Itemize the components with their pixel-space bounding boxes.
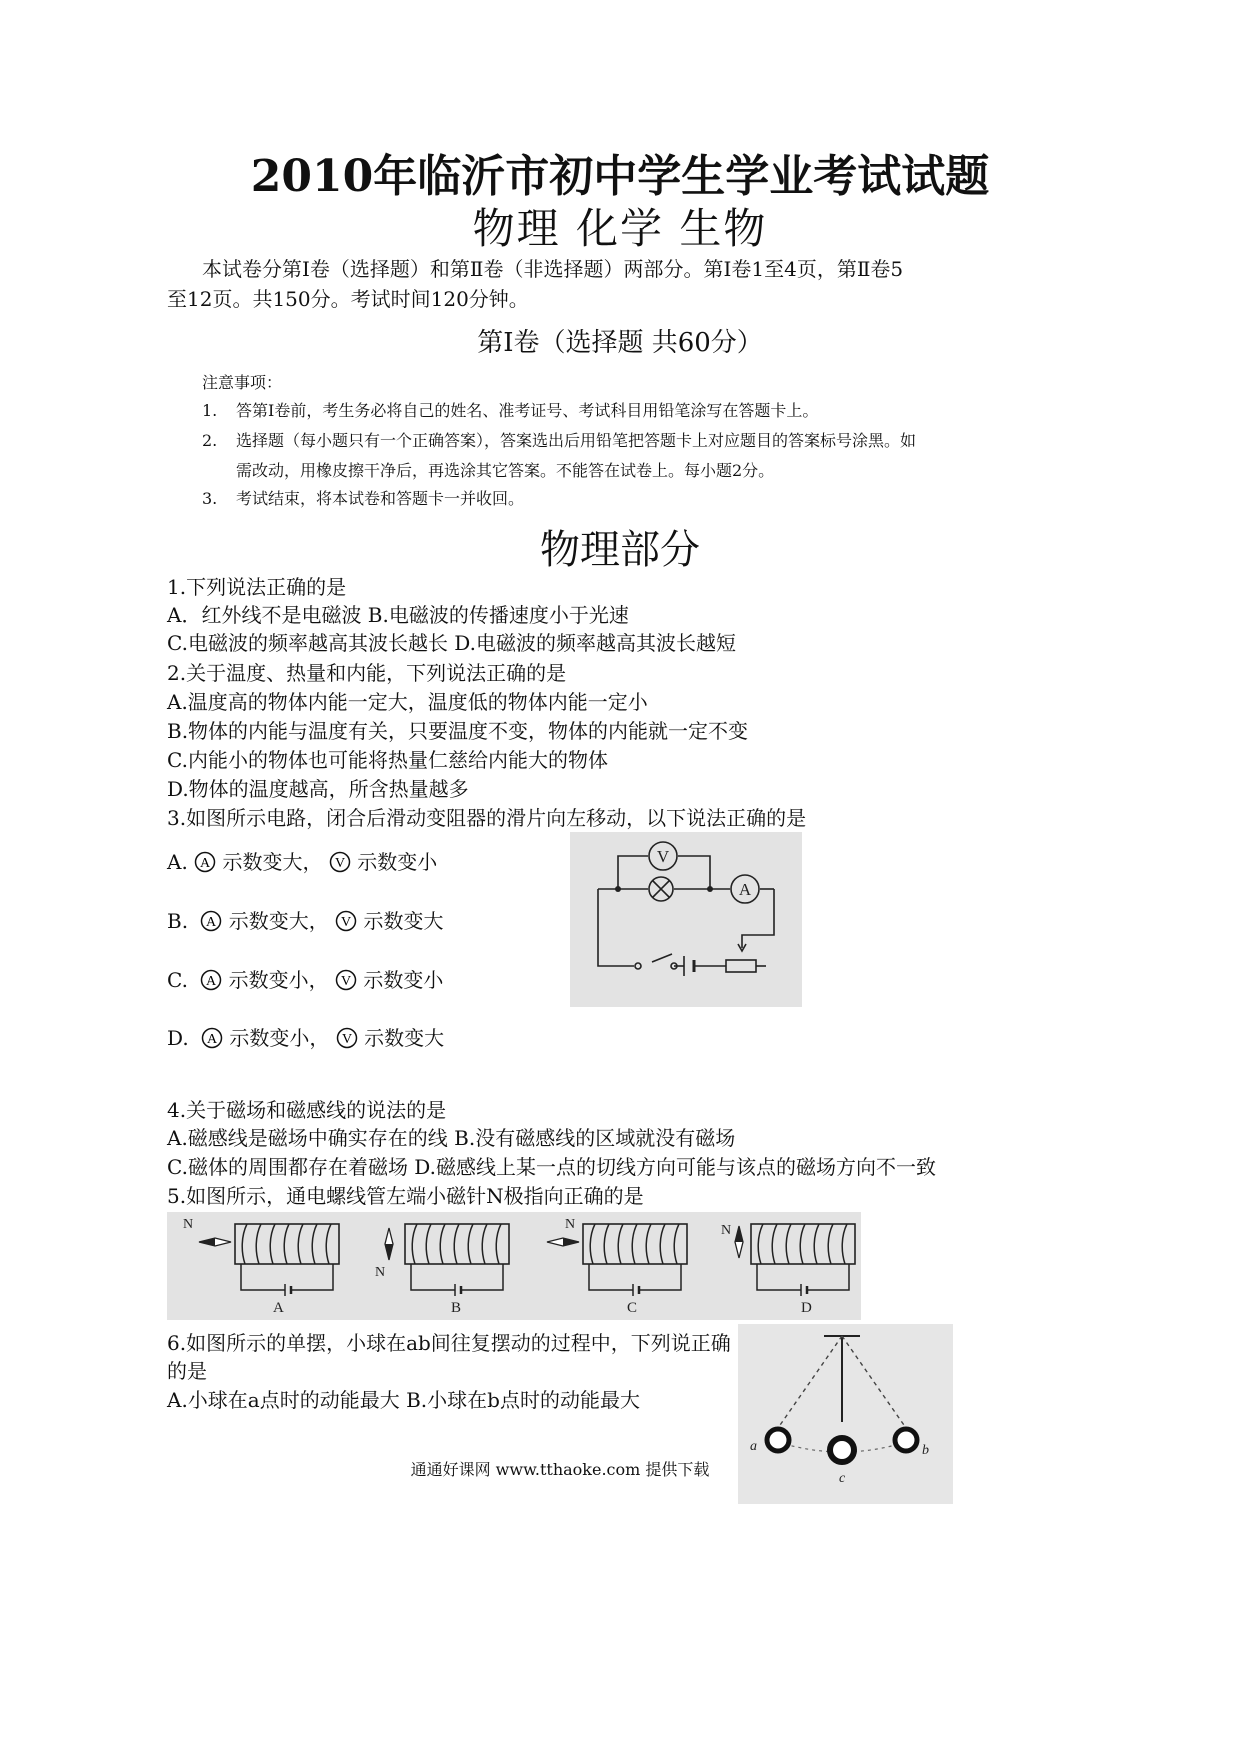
ammeter-icon-label: A [206,915,217,930]
exam-title: 2010年临沂市初中学生学业考试试题 [250,151,990,202]
fig-label-b: B [451,1300,462,1316]
fig-label-d: D [801,1300,812,1316]
intro-line-2: 至12页。共150分。考试时间120分钟。 [167,287,529,311]
voltmeter-icon-label: V [341,915,352,930]
n-label-c: N [565,1217,576,1232]
exam-subtitle: 物理 化学 生物 [472,204,768,253]
ammeter-icon-label: A [206,1032,218,1047]
ammeter-reading-text: 示数变大， [228,909,329,933]
q3-option-d [167,1022,444,1051]
notes-label: 注意事项： [202,373,283,392]
n-label-d: N [721,1223,732,1238]
section-heading: 第Ⅰ卷（选择题 共60分） [477,328,763,358]
voltmeter-icon [329,851,351,873]
note-3-text: 考试结束，将本试卷和答题卡一并收回。 [236,489,525,508]
circuit-diagram [570,832,802,1007]
q6-options: A.小球在a点时的动能最大 B.小球在b点时的动能最大 [167,1388,640,1412]
ammeter-reading-text: 示数变小， [228,968,329,992]
ammeter-icon [194,851,216,873]
q3-option-c [167,964,443,993]
n-label-a: N [183,1217,194,1232]
voltmeter-icon [336,1027,358,1049]
footer-source: 通通好课网 www.tthaoke.com 提供下载 [410,1460,710,1479]
ammeter-icon [201,1027,223,1049]
q2-option-a: A.温度高的物体内能一定大，温度低的物体内能一定小 [167,690,648,714]
voltmeter-reading-text: 示数变小 [363,968,444,992]
q1-options-line2: C.电磁波的频率越高其波长越长 D.电磁波的频率越高其波长越短 [167,631,736,655]
note-2-num: 2. [202,431,218,450]
note-2-text-cont: 需改动，用橡皮擦干净后，再选涂其它答案。不能答在试卷上。每小题2分。 [236,461,775,480]
ammeter-label: A [738,880,752,899]
ammeter-reading-text: 示数变大， [222,850,323,874]
note-1-text: 答第Ⅰ卷前，考生务必将自己的姓名、准考证号、考试科目用铅笔涂写在答题卡上。 [236,401,819,420]
q6-stem-line1: 6.如图所示的单摆，小球在ab间往复摆动的过程中，下列说正确 [167,1331,731,1355]
option-letter: A. [167,850,188,874]
q2-option-b: B.物体的内能与温度有关，只要温度不变，物体的内能就一定不变 [167,719,749,743]
q6-stem-line2: 的是 [167,1359,207,1383]
q4-options-line1: A.磁感线是磁场中确实存在的线 B.没有磁感线的区域就没有磁场 [167,1126,736,1150]
voltmeter-icon-label: V [340,974,352,989]
voltmeter-reading-text: 示数变大 [363,909,444,933]
ammeter-reading-text: 示数变小， [229,1026,330,1050]
circuit-figure [570,832,802,1007]
q4-stem: 4.关于磁场和磁感线的说法的是 [167,1098,447,1122]
q3-option-a [167,846,437,875]
ammeter-icon-label: A [200,856,211,871]
option-letter: C. [167,968,188,992]
solenoid-diagrams [167,1212,861,1320]
ammeter-icon [200,910,222,932]
point-a-label: a [750,1439,757,1454]
physics-part-title: 物理部分 [540,527,700,573]
ammeter-icon-label: A [206,974,217,989]
q3-stem: 3.如图所示电路，闭合后滑动变阻器的滑片向左移动，以下说法正确的是 [167,806,807,830]
note-3-num: 3. [202,489,218,508]
ammeter-icon [200,969,222,991]
q2-stem: 2.关于温度、热量和内能，下列说法正确的是 [167,661,567,685]
q1-options-line1: A．红外线不是电磁波 B.电磁波的传播速度小于光速 [167,603,629,627]
voltmeter-icon [335,969,357,991]
note-2-text: 选择题（每小题只有一个正确答案），答案选出后用铅笔把答题卡上对应题目的答案标号涂黑。如 [236,431,917,450]
voltmeter-label: V [656,847,670,866]
point-b-label: b [922,1443,929,1458]
voltmeter-icon-label: V [341,1032,352,1047]
intro-line-1: 本试卷分第Ⅰ卷（选择题）和第Ⅱ卷（非选择题）两部分。第Ⅰ卷1至4页，第Ⅱ卷5 [202,257,904,281]
q1-stem: 1.下列说法正确的是 [167,575,347,599]
option-letter: B. [167,909,189,933]
q4-options-line2: C.磁体的周围都存在着磁场 D.磁感线上某一点的切线方向可能与该点的磁场方向不一致 [167,1155,936,1179]
point-c-label: c [839,1471,846,1486]
voltmeter-icon [335,910,357,932]
option-letter: D. [167,1026,189,1050]
fig-label-a: A [273,1300,284,1316]
n-label-b: N [375,1265,386,1280]
fig-label-c: C [627,1300,638,1316]
voltmeter-reading-text: 示数变大 [364,1026,445,1050]
q3-option-b [167,905,444,934]
voltmeter-reading-text: 示数变小 [357,850,438,874]
voltmeter-icon-label: V [334,856,345,871]
q5-stem: 5.如图所示，通电螺线管左端小磁针N极指向正确的是 [167,1184,644,1208]
solenoid-figure [167,1212,861,1320]
q2-option-c: C.内能小的物体也可能将热量仁慈给内能大的物体 [167,748,608,772]
note-1-num: 1. [202,401,218,420]
q2-option-d: D.物体的温度越高，所含热量越多 [167,777,469,801]
